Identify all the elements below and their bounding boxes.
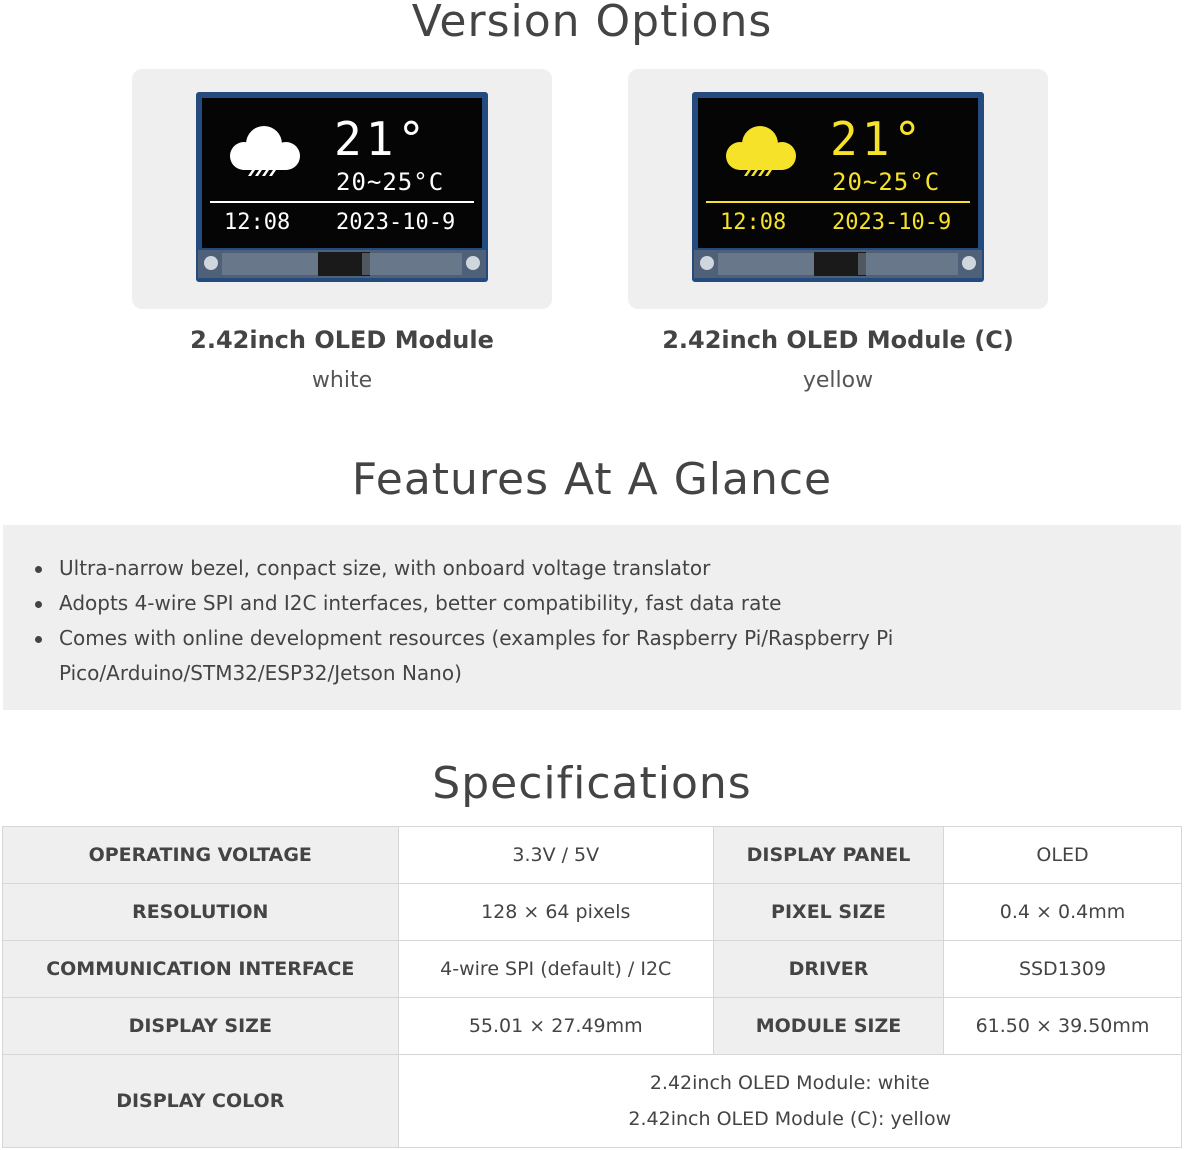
card-color-white: white [311,368,373,393]
temperature-range: 20~25°C [336,168,445,196]
features-panel [3,525,1181,710]
screen-time: 12:08 [224,210,291,235]
specifications-title: Specifications [432,758,752,809]
table-row [3,998,1182,1055]
mounting-hole [962,256,976,270]
spec-value: 4-wire SPI (default) / I2C [398,941,713,998]
temperature-value: 21° [334,112,430,166]
features-list [33,551,933,691]
version-card-yellow[interactable] [628,69,1048,309]
screen-date: 2023-10-9 [336,210,456,235]
spec-value: SSD1309 [944,941,1182,998]
spec-key: DISPLAY COLOR [3,1055,399,1148]
version-options-title: Version Options [411,0,773,47]
temperature-value: 21° [830,112,926,166]
spec-value: OLED [944,827,1182,884]
spec-key: PIXEL SIZE [713,884,943,941]
card-name-white: 2.42inch OLED Module [190,326,494,354]
card-color-yellow: yellow [802,368,874,393]
screen-divider [210,201,474,203]
mounting-hole [700,256,714,270]
spec-value: 0.4 × 0.4mm [944,884,1182,941]
spec-key: OPERATING VOLTAGE [3,827,399,884]
oled-screen-yellow [698,98,978,248]
display-color-line: 2.42inch OLED Module (C): yellow [628,1108,952,1130]
spec-key: RESOLUTION [3,884,399,941]
feature-item: Adopts 4-wire SPI and I2C interfaces, better compatibility, fast data rate [33,586,933,621]
screen-date: 2023-10-9 [832,210,952,235]
version-card-white[interactable] [132,69,552,309]
oled-screen-white [202,98,482,248]
cloud-rain-icon [718,122,802,186]
cloud-rain-icon [222,122,306,186]
table-row [3,941,1182,998]
feature-item: Ultra-narrow bezel, conpact size, with onboard voltage translator [33,551,933,586]
mounting-hole [466,256,480,270]
screen-divider [706,201,970,203]
pcb-edge [198,250,486,278]
spec-key: DISPLAY PANEL [713,827,943,884]
table-row [3,884,1182,941]
specifications-table [2,826,1182,1148]
spec-key: COMMUNICATION INTERFACE [3,941,399,998]
spec-value: 3.3V / 5V [398,827,713,884]
spec-key: DRIVER [713,941,943,998]
display-color-line: 2.42inch OLED Module: white [649,1072,930,1094]
spec-value: 61.50 × 39.50mm [944,998,1182,1055]
spec-key: DISPLAY SIZE [3,998,399,1055]
pcb-edge [694,250,982,278]
features-title: Features At A Glance [351,454,833,505]
oled-module-image-yellow [692,92,984,282]
card-name-yellow: 2.42inch OLED Module (C) [662,326,1014,354]
temperature-range: 20~25°C [832,168,941,196]
table-row [3,827,1182,884]
oled-module-image-white [196,92,488,282]
mounting-hole [204,256,218,270]
screen-time: 12:08 [720,210,787,235]
table-row [3,1055,1182,1148]
spec-value: 55.01 × 27.49mm [398,998,713,1055]
feature-item: Comes with online development resources (examples for Raspberry Pi/Raspberry Pi Pico/Arduino/STM32/ESP32/Jetson Nano) [33,621,933,691]
spec-value-display-color [398,1055,1181,1148]
spec-key: MODULE SIZE [713,998,943,1055]
spec-value: 128 × 64 pixels [398,884,713,941]
